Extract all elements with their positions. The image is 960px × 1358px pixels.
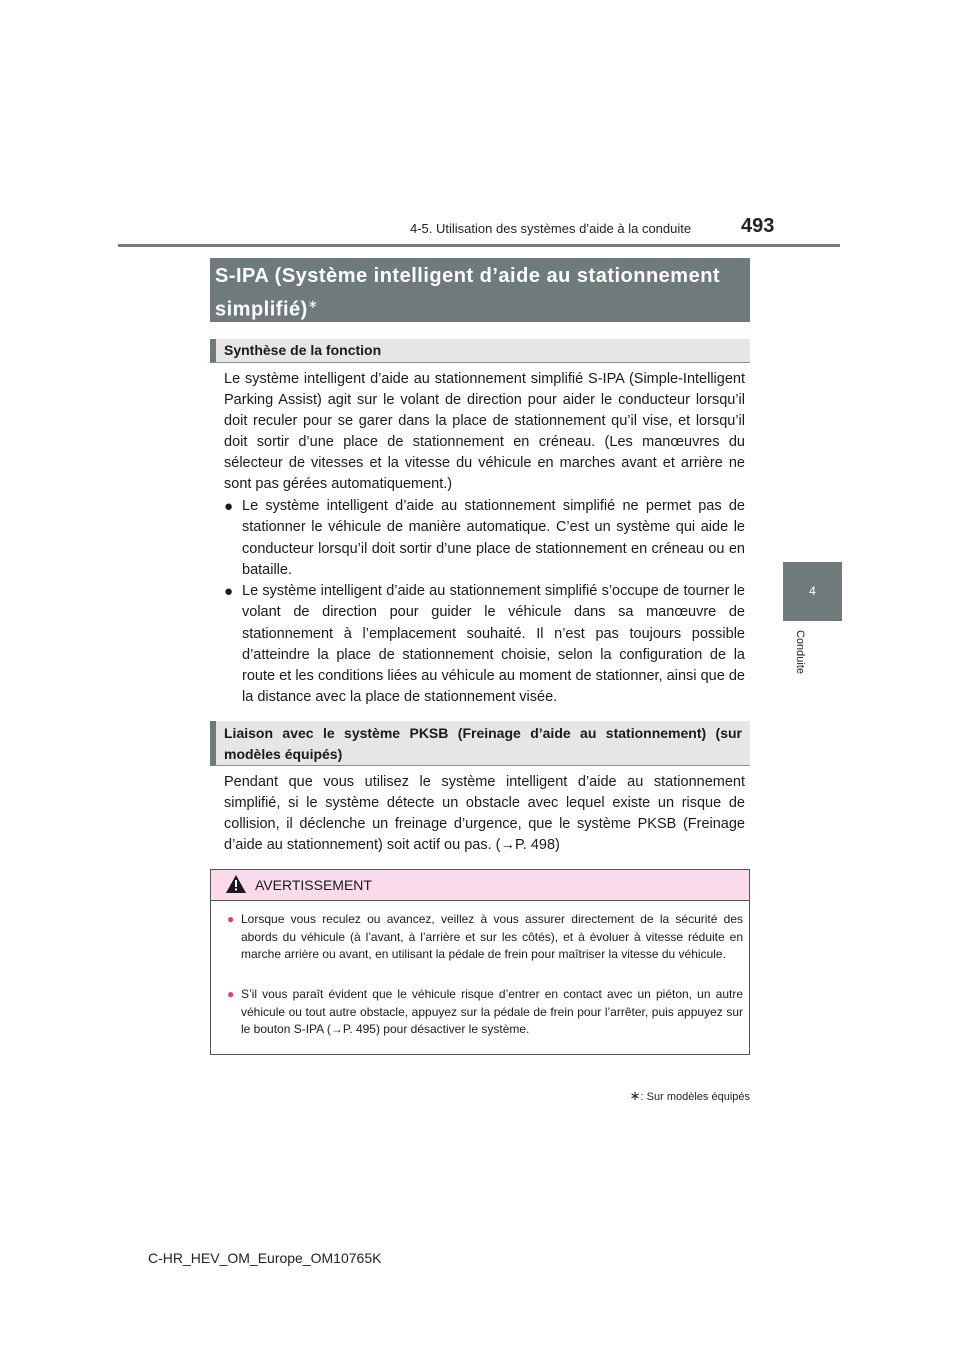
running-header-section: 4-5. Utilisation des systèmes d’aide à la conduite	[410, 221, 692, 236]
chapter-tab-number: 4	[783, 562, 842, 621]
overview-bullet-1	[224, 496, 745, 581]
warning-title: AVERTISSEMENT	[255, 877, 372, 893]
warning-item-2-text: S’il vous paraît évident que le véhicule risque d’entrer en contact avec un piéton, un autre véhicule ou tout autre obstacle, appuyez sur la pédale de frein pour l’arrêter, puis appuyez sur le bouton S-IPA (→P. 495) pour désactiver le système.	[241, 987, 743, 1037]
footnote-marker: ∗	[629, 1088, 641, 1103]
bullet-dot-icon: ●	[224, 583, 234, 600]
warning-triangle-icon	[226, 875, 246, 893]
page-title-text: S-IPA (Système intelligent d’aide au stationnement simplifié)	[215, 265, 721, 321]
overview-bullet-2-text: Le système intelligent d’aide au stationnement simplifié s’occupe de tourner le volant de direction pour guider le véhicule dans sa manœuvre de stationnement à l’emplacement souhaité. Il n’est pas toujours possible d’atteindre la place de stationnement choisie, selon la configuration de la route et les conditions liées au véhicule au moment de stationner, ainsi que de la distance avec la place de stationnement visée.	[242, 583, 745, 706]
section-heading-pksb-text: Liaison avec le système PKSB (Freinage d’aide au stationnement) (sur modèles équipés)	[224, 725, 742, 762]
warning-box	[210, 869, 750, 1055]
warning-item-1	[227, 911, 743, 964]
header-divider	[118, 244, 840, 247]
section-heading-overview-text: Synthèse de la fonction	[224, 342, 382, 358]
warning-item-2	[227, 986, 743, 1039]
footnote	[605, 1088, 750, 1104]
page-number: 493	[741, 215, 775, 237]
bullet-dot-icon: ●	[224, 498, 234, 515]
overview-paragraph: Le système intelligent d’aide au stationnement simplifié S-IPA (Simple-Intelligent Parking Assist) agit sur le volant de direction pour aider le conducteur lorsqu’il doit reculer pour se garer dans la place de stationnement qu’il vise, et lorsqu’il doit sortir d’une place de stationnement en créneau. (Les manœuvres du sélecteur de vitesses et la vitesse du véhicule en marches avant et arrière ne sont pas gérées automatiquement.)	[224, 371, 745, 492]
footnote-text: : Sur modèles équipés	[640, 1091, 750, 1103]
overview-bullet-1-text: Le système intelligent d’aide au stationnement simplifié ne permet pas de stationner le véhicule de manière automatique. C’est un système qui aide le conducteur lorsqu’il doit sortir d’une place de stationnement en créneau ou en bataille.	[242, 498, 745, 578]
overview-bullet-2	[224, 581, 745, 709]
chapter-tab-label: Conduite	[794, 630, 806, 675]
page-title	[215, 262, 745, 324]
warning-item-1-text: Lorsque vous reculez ou avancez, veillez à vous assurer directement de la sécurité des abords du véhicule (à l’avant, à l’arrière et sur les côtés), et à évoluer à vitesse réduite en marche arrière ou avant, en utilisant la pédale de frein pour maîtriser la vitesse du véhicule.	[241, 912, 743, 962]
section-heading-overview	[210, 339, 750, 363]
pksb-paragraph: Pendant que vous utilisez le système intelligent d’aide au stationnement simplifié, si le système détecte un obstacle avec lequel existe un risque de collision, il déclenche un freinage d’urgence, que le système PKSB (Freinage d’aide au stationnement) soit actif ou pas. (→P. 498)	[224, 774, 745, 853]
title-footnote-marker: ∗	[307, 297, 319, 311]
warning-header	[211, 870, 749, 901]
warning-bullet-icon: ●	[227, 987, 235, 1001]
warning-bullet-icon: ●	[227, 912, 235, 926]
section-heading-pksb	[210, 721, 750, 766]
document-code: C-HR_HEV_OM_Europe_OM10765K	[148, 1250, 382, 1266]
